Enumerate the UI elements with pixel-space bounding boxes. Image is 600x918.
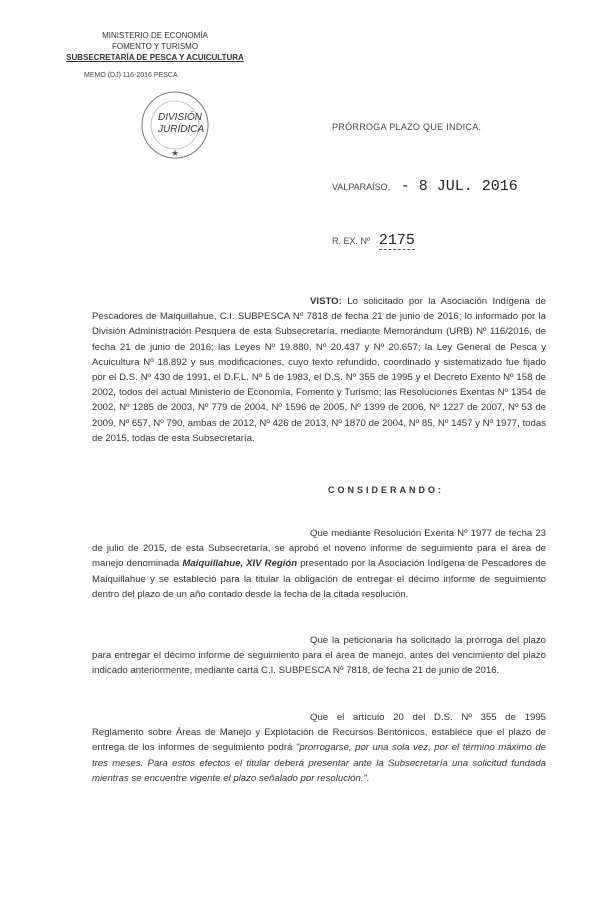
- visto-paragraph: [92, 294, 546, 446]
- para3-quote: "prorrogarse, por una sola vez, por el término máximo de tres meses. Para estos efectos el titular deberá presentar ante la Subsecretaría una solicitud fundada mientras se encuentre vigente el plazo señalado por resolución.".: [92, 742, 547, 784]
- letterhead: [60, 30, 250, 63]
- visto-text: Lo solicitado por la Asociación Indígena de Pescadores de Maiquillahue, C.I. SUBPESCA Nº 7818 de fecha 21 de junio de 2016; lo informado por la División Administración Pesquera de esta Subsecretaría, mediante Memorándum (URB) Nº 116/2016, de fecha 21 de junio de 2016; las Leyes Nº 19.880, Nº 20.437 y Nº 20.657; la Ley General de Pesca y Acuicultura Nº 18.892 y sus modificaciones, cuyo texto refundido, coordinado y sistematizado fue fijado por el D.S. Nº 430 de 1991, el D.F.L. Nº 5 de 1983, el D.S. Nº 355 de 1995 y el Decreto Exento Nº 158 de 2002, todos del actual Ministerio de Economía, Fomento y Turismo; las Resoluciones Exentas Nº 1354 de 2002, Nº 1285 de 2003, Nº 779 de 2004, Nº 1596 de 2005, Nº 1399 de 2006, Nº 1227 de 2007, Nº 53 de 2009, Nº 657, Nº 790, ambas de 2012, Nº 426 de 2013, Nº 1870 de 2004, Nº 85, Nº 1457 y Nº 1977, todas de 2015, todas de esta Subsecretaría.: [92, 296, 547, 444]
- memo-reference: MEMO (DJ) 116-2016 PESCA: [84, 72, 178, 79]
- ministry-subline: FOMENTO Y TURISMO: [111, 42, 199, 51]
- resolution-number-line: [332, 232, 415, 249]
- svg-text:★: ★: [170, 148, 180, 158]
- resolution-number: 2175: [378, 232, 415, 249]
- subject-line: PRÓRROGA PLAZO QUE INDICA.: [332, 122, 482, 132]
- considerando-paragraph-3: [92, 710, 546, 786]
- date-place: VALPARAÍSO,: [332, 182, 391, 192]
- resolution-label: R. EX. Nº: [332, 236, 371, 246]
- subsecretariat-line: SUBSECRETARÍA DE PESCA Y ACUICULTURA: [66, 53, 244, 62]
- considerando-paragraph-1: [92, 526, 546, 602]
- para2-text: Que la peticionaria ha solicitado la prórroga del plazo para entregar el décimo informe de seguimiento para el área de manejo, antes del vencimiento del plazo indicado anteriormente, mediante carta C.I. SUBPESCA Nº 7818, de fecha 21 de junio de 2016.: [92, 635, 546, 677]
- considerando-paragraph-2: [92, 633, 546, 679]
- seal-text: [158, 112, 204, 136]
- para1-text-a: Que mediante Resolución Exenta Nº 1977 de fecha 23 de julio de 2015, de esta Subsecretaría, se aprobó el noveno informe de seguimiento para el área de manejo denominada: [92, 528, 546, 570]
- para1-text-c: presentado por la Asociación Indígena de Pescadores de Maiquillahue y se estableció para la titular la obligación de entregar el décimo informe de seguimiento dentro del plazo de un año contado desde la fecha de la citada resolución.: [92, 558, 546, 600]
- seal-line-2: JURÍDICA: [158, 124, 205, 135]
- para3-text-a: Que el artículo 20 del D.S. Nº 355 de 1995 Reglamento sobre Áreas de Manejo y Explotación de Recursos Bentónicos, establece que el plazo de entrega de los informes de seguimiento podrá: [92, 712, 546, 754]
- seal-line-1: DIVISIÓN: [158, 112, 202, 123]
- para1-area-name: Maiquillahue, XIV Región: [182, 558, 298, 570]
- date-line: [332, 178, 518, 195]
- ministry-line: MINISTERIO DE ECONOMÍA: [102, 31, 208, 40]
- date-stamp: - 8 JUL. 2016: [400, 178, 518, 195]
- visto-label: VISTO:: [310, 296, 342, 307]
- considerando-heading: CONSIDERANDO:: [328, 485, 445, 495]
